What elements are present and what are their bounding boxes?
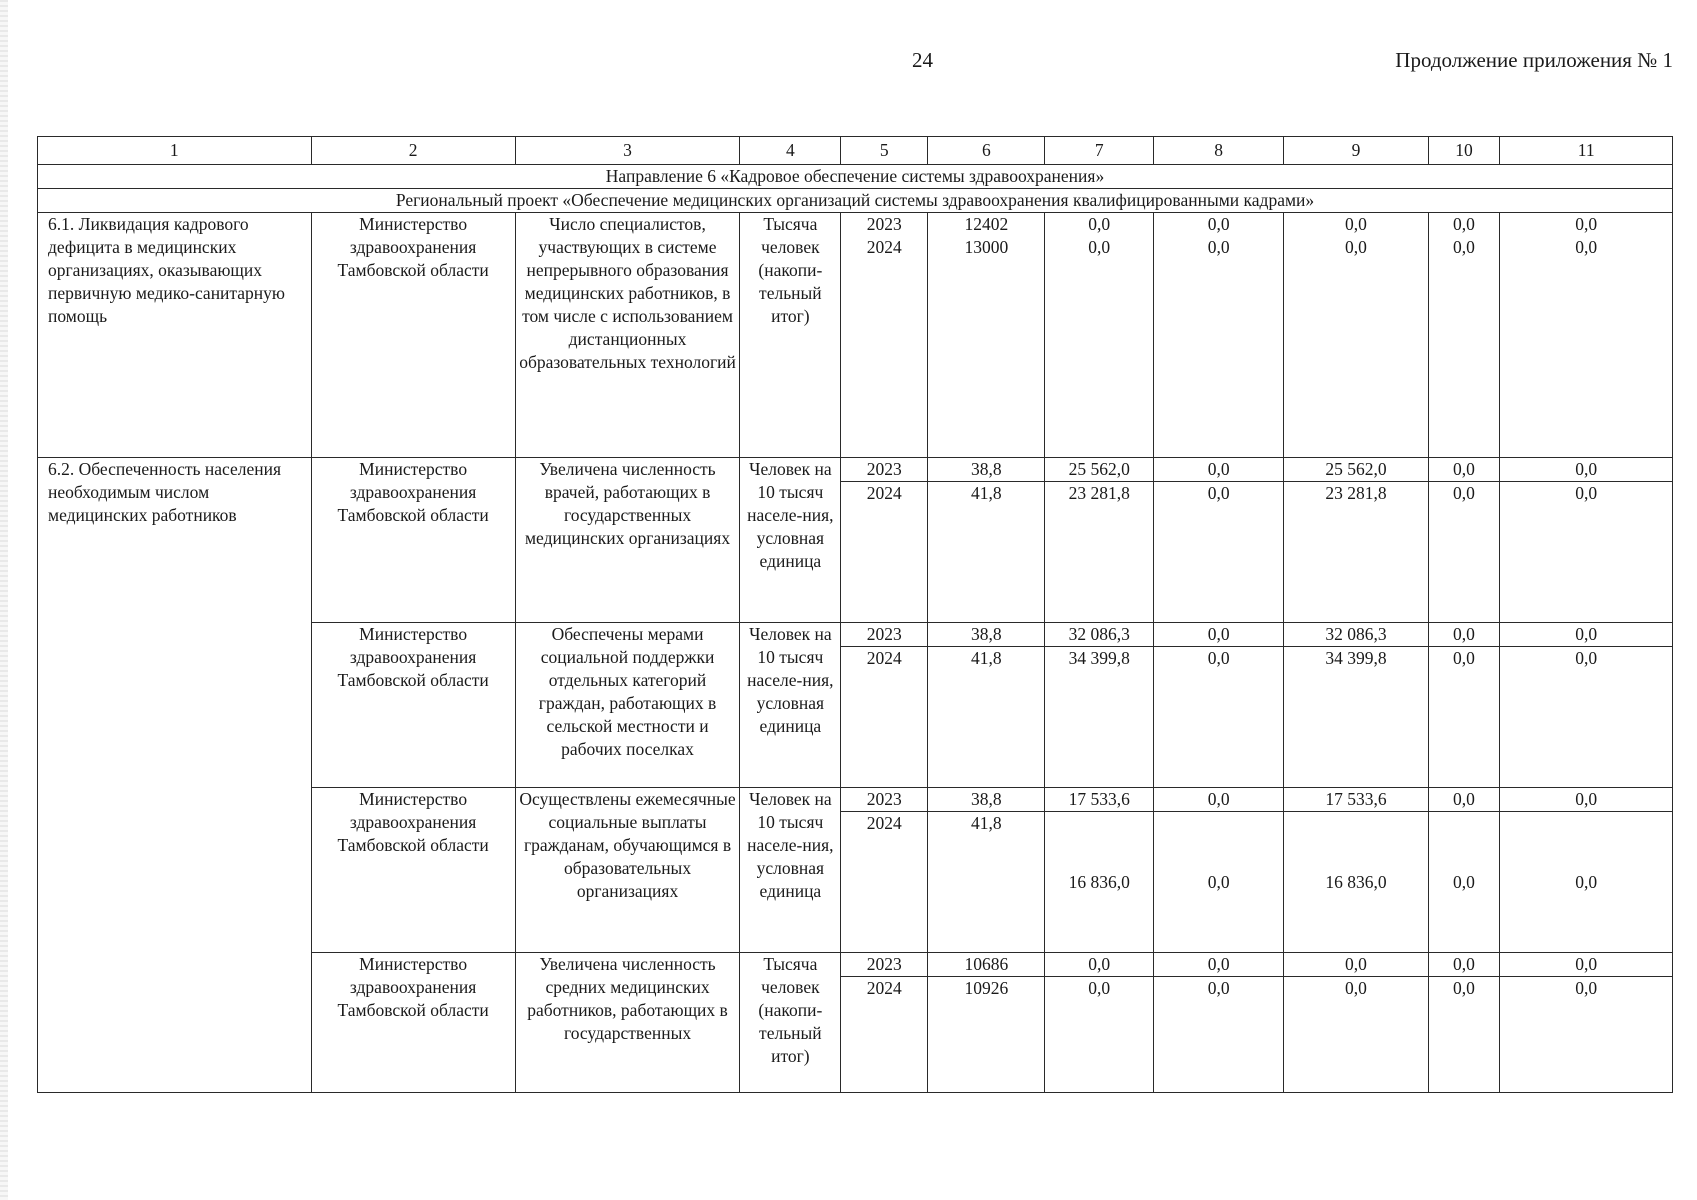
executor-cell: Министерство здравоохранения Тамбовской области	[311, 953, 515, 1093]
column-number: 8	[1154, 137, 1284, 165]
column-number: 2	[311, 137, 515, 165]
value-cell: 0,0 0,0	[1284, 953, 1428, 1093]
result-cell: Обеспечены мерами социальной поддержки отдельных категорий граждан, работающих в сельской местности и рабочих поселках	[515, 623, 740, 788]
table-row	[38, 458, 1673, 623]
value-cell: 0,0 0,0	[1500, 953, 1673, 1093]
value-cell: 0,0 0,0	[1154, 458, 1284, 623]
value-cell: 0,0 0,0	[1045, 213, 1154, 458]
column-number: 4	[740, 137, 841, 165]
project-title: Региональный проект «Обеспечение медицинских организаций системы здравоохранения квалифицированными кадрами»	[38, 189, 1673, 213]
column-number: 11	[1500, 137, 1673, 165]
value-cell: 0,0 0,0	[1154, 623, 1284, 788]
result-cell: Осуществлены ежемесячные социальные выплаты гражданам, обучающимся в образовательных организациях	[515, 788, 740, 953]
column-number: 9	[1284, 137, 1428, 165]
value-cell: 0,0 0,0	[1284, 213, 1428, 458]
value-cell: 0,0 0,0	[1154, 953, 1284, 1093]
value-cell: 32 086,3 34 399,8	[1045, 623, 1154, 788]
result-cell: Увеличена численность врачей, работающих в государственных медицинских организациях	[515, 458, 740, 623]
column-number: 5	[841, 137, 928, 165]
value-cell: 10686 10926	[928, 953, 1045, 1093]
column-number: 6	[928, 137, 1045, 165]
value-cell: 17 533,6 16 836,0	[1284, 788, 1428, 953]
executor-cell: Министерство здравоохранения Тамбовской области	[311, 213, 515, 458]
value-cell: 0,0 0,0	[1428, 458, 1500, 623]
column-number-row	[38, 137, 1673, 165]
value-cell: 25 562,0 23 281,8	[1284, 458, 1428, 623]
executor-cell: Министерство здравоохранения Тамбовской области	[311, 458, 515, 623]
unit-cell: Тысяча человек (накопи-тельный итог)	[740, 953, 841, 1093]
value-cell: 32 086,3 34 399,8	[1284, 623, 1428, 788]
indicators-table	[37, 136, 1673, 1093]
page-number: 24	[912, 48, 933, 72]
direction-row	[38, 165, 1673, 189]
year-cell: 2023 2024	[841, 458, 928, 623]
value-cell: 0,0 0,0	[1500, 788, 1673, 953]
project-row	[38, 189, 1673, 213]
executor-cell: Министерство здравоохранения Тамбовской области	[311, 623, 515, 788]
column-number: 10	[1428, 137, 1500, 165]
year-cell: 2023 2024	[841, 213, 928, 458]
result-cell: Увеличена численность средних медицинских работников, работающих в государственных	[515, 953, 740, 1093]
value-cell: 0,0 0,0	[1428, 953, 1500, 1093]
column-number: 1	[38, 137, 312, 165]
executor-cell: Министерство здравоохранения Тамбовской области	[311, 788, 515, 953]
value-cell: 0,0 0,0	[1428, 623, 1500, 788]
value-cell: 12402 13000	[928, 213, 1045, 458]
value-cell: 17 533,6 16 836,0	[1045, 788, 1154, 953]
goal-cell: 6.1. Ликвидация кадрового дефицита в медицинских организациях, оказывающих первичную медико-санитарную помощь	[38, 213, 312, 458]
value-cell: 0,0 0,0	[1045, 953, 1154, 1093]
unit-cell: Человек на 10 тысяч населе-ния, условная единица	[740, 788, 841, 953]
value-cell: 0,0 0,0	[1500, 213, 1673, 458]
value-cell: 0,0 0,0	[1500, 623, 1673, 788]
unit-cell: Человек на 10 тысяч населе-ния, условная единица	[740, 458, 841, 623]
goal-cell: 6.2. Обеспеченность населения необходимым числом медицинских работников	[38, 458, 312, 1093]
value-cell: 38,8 41,8	[928, 623, 1045, 788]
value-cell: 0,0 0,0	[1428, 788, 1500, 953]
unit-cell: Тысяча человек (накопи-тельный итог)	[740, 213, 841, 458]
appendix-continuation-note: Продолжение приложения № 1	[1395, 48, 1673, 72]
column-number: 7	[1045, 137, 1154, 165]
value-cell: 0,0 0,0	[1500, 458, 1673, 623]
scan-edge-artifact	[0, 0, 8, 1200]
table-row	[38, 213, 1673, 458]
value-cell: 25 562,0 23 281,8	[1045, 458, 1154, 623]
year-cell: 2023 2024	[841, 953, 928, 1093]
year-cell: 2023 2024	[841, 623, 928, 788]
value-cell: 0,0 0,0	[1154, 788, 1284, 953]
column-number: 3	[515, 137, 740, 165]
unit-cell: Человек на 10 тысяч населе-ния, условная единица	[740, 623, 841, 788]
value-cell: 38,8 41,8	[928, 458, 1045, 623]
year-cell: 2023 2024	[841, 788, 928, 953]
result-cell: Число специалистов, участвующих в системе непрерывного образования медицинских работников, в том числе с использованием дистанционных образовательных технологий	[515, 213, 740, 458]
direction-title: Направление 6 «Кадровое обеспечение системы здравоохранения»	[38, 165, 1673, 189]
value-cell: 0,0 0,0	[1428, 213, 1500, 458]
value-cell: 0,0 0,0	[1154, 213, 1284, 458]
value-cell: 38,8 41,8	[928, 788, 1045, 953]
